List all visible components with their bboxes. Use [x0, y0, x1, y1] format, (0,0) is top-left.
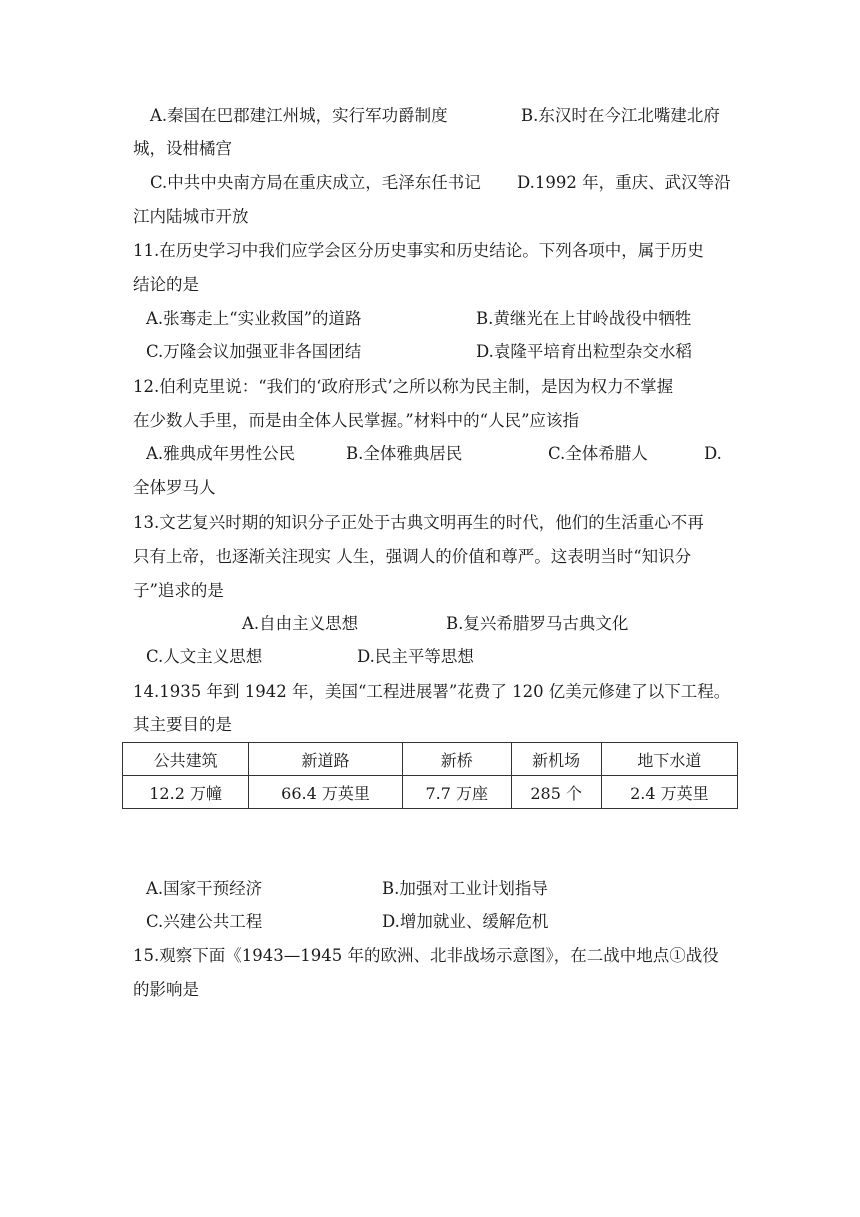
q12-stem: 12.伯利克里说：“我们的‘政府形式’之所以称为民主制，是因为权力不掌握 — [133, 377, 674, 396]
q12-option-d-cont: 全体罗马人 — [133, 478, 216, 497]
q13-option-d: D.民主平等思想 — [357, 647, 474, 666]
q14-option-a: A.国家干预经济 — [146, 879, 263, 898]
q15-stem: 15.观察下面《1943—1945 年的欧洲、北非战场示意图》，在二战中地点①战役 — [133, 946, 719, 965]
q11-option-b: B.黄继光在上甘岭战役中牺牲 — [476, 309, 692, 328]
q10-option-b-cont: 城，设柑橘宫 — [133, 139, 232, 158]
table-header-cell: 公共建筑 — [123, 743, 249, 776]
table-header-cell: 新道路 — [249, 743, 403, 776]
q14-stem: 14.1935 年到 1942 年，美国“工程进展署”花费了 120 亿美元修建了以下工程。 — [133, 682, 731, 701]
table-cell: 12.2 万幢 — [123, 776, 249, 809]
table-cell: 2.4 万英里 — [601, 776, 737, 809]
table-cell: 66.4 万英里 — [249, 776, 403, 809]
q13-option-c: C.人文主义思想 — [146, 647, 263, 666]
q11-option-a: A.张骞走上“实业救国”的道路 — [146, 309, 362, 328]
q13-stem-cont: 只有上帝，也逐渐关注现实 人生，强调人的价值和尊严。这表明当时“知识分 — [133, 547, 692, 566]
q14-option-c: C.兴建公共工程 — [146, 912, 263, 931]
q13-stem-cont2: 子”追求的是 — [133, 581, 224, 600]
table-header-row — [123, 743, 738, 776]
table-header-cell: 新机场 — [511, 743, 601, 776]
q13-option-b: B.复兴希腊罗马古典文化 — [446, 614, 629, 633]
q12-option-c: C.全体希腊人 — [548, 444, 648, 463]
q15-stem-cont: 的影响是 — [133, 980, 199, 999]
q13-stem: 13.文艺复兴时期的知识分子正处于古典文明再生的时代，他们的生活重心不再 — [133, 513, 704, 532]
q14-option-d: D.增加就业、缓解危机 — [382, 912, 549, 931]
table-row — [123, 776, 738, 809]
q11-option-d: D.袁隆平培育出粒型杂交水稻 — [476, 342, 692, 361]
q14-option-b: B.加强对工业计划指导 — [382, 879, 548, 898]
q11-stem-cont: 结论的是 — [133, 275, 199, 294]
q14-stem-cont: 其主要目的是 — [133, 715, 232, 734]
q11-stem: 11.在历史学习中我们应学会区分历史事实和历史结论。下列各项中，属于历史 — [133, 241, 704, 260]
table-header-cell: 地下水道 — [601, 743, 737, 776]
table-cell: 285 个 — [511, 776, 601, 809]
q10-option-c: C.中共中央南方局在重庆成立，毛泽东任书记 — [150, 173, 481, 192]
q12-option-d: D. — [704, 444, 722, 463]
q10-option-b: B.东汉时在今江北嘴建北府 — [521, 106, 720, 125]
q14-table — [122, 742, 738, 809]
q10-option-d-cont: 江内陆城市开放 — [133, 207, 249, 226]
q11-option-c: C.万隆会议加强亚非各国团结 — [146, 342, 362, 361]
q13-option-a: A.自由主义思想 — [242, 614, 359, 633]
q10-option-d: D.1992 年，重庆、武汉等沿 — [517, 173, 731, 192]
q10-option-a: A.秦国在巴郡建江州城，实行军功爵制度 — [150, 106, 448, 125]
q12-option-b: B.全体雅典居民 — [346, 444, 463, 463]
q12-stem-cont: 在少数人手里，而是由全体人民掌握。”材料中的“人民”应该指 — [133, 411, 580, 430]
table-header-cell: 新桥 — [402, 743, 511, 776]
table-cell: 7.7 万座 — [402, 776, 511, 809]
q12-option-a: A.雅典成年男性公民 — [146, 444, 296, 463]
